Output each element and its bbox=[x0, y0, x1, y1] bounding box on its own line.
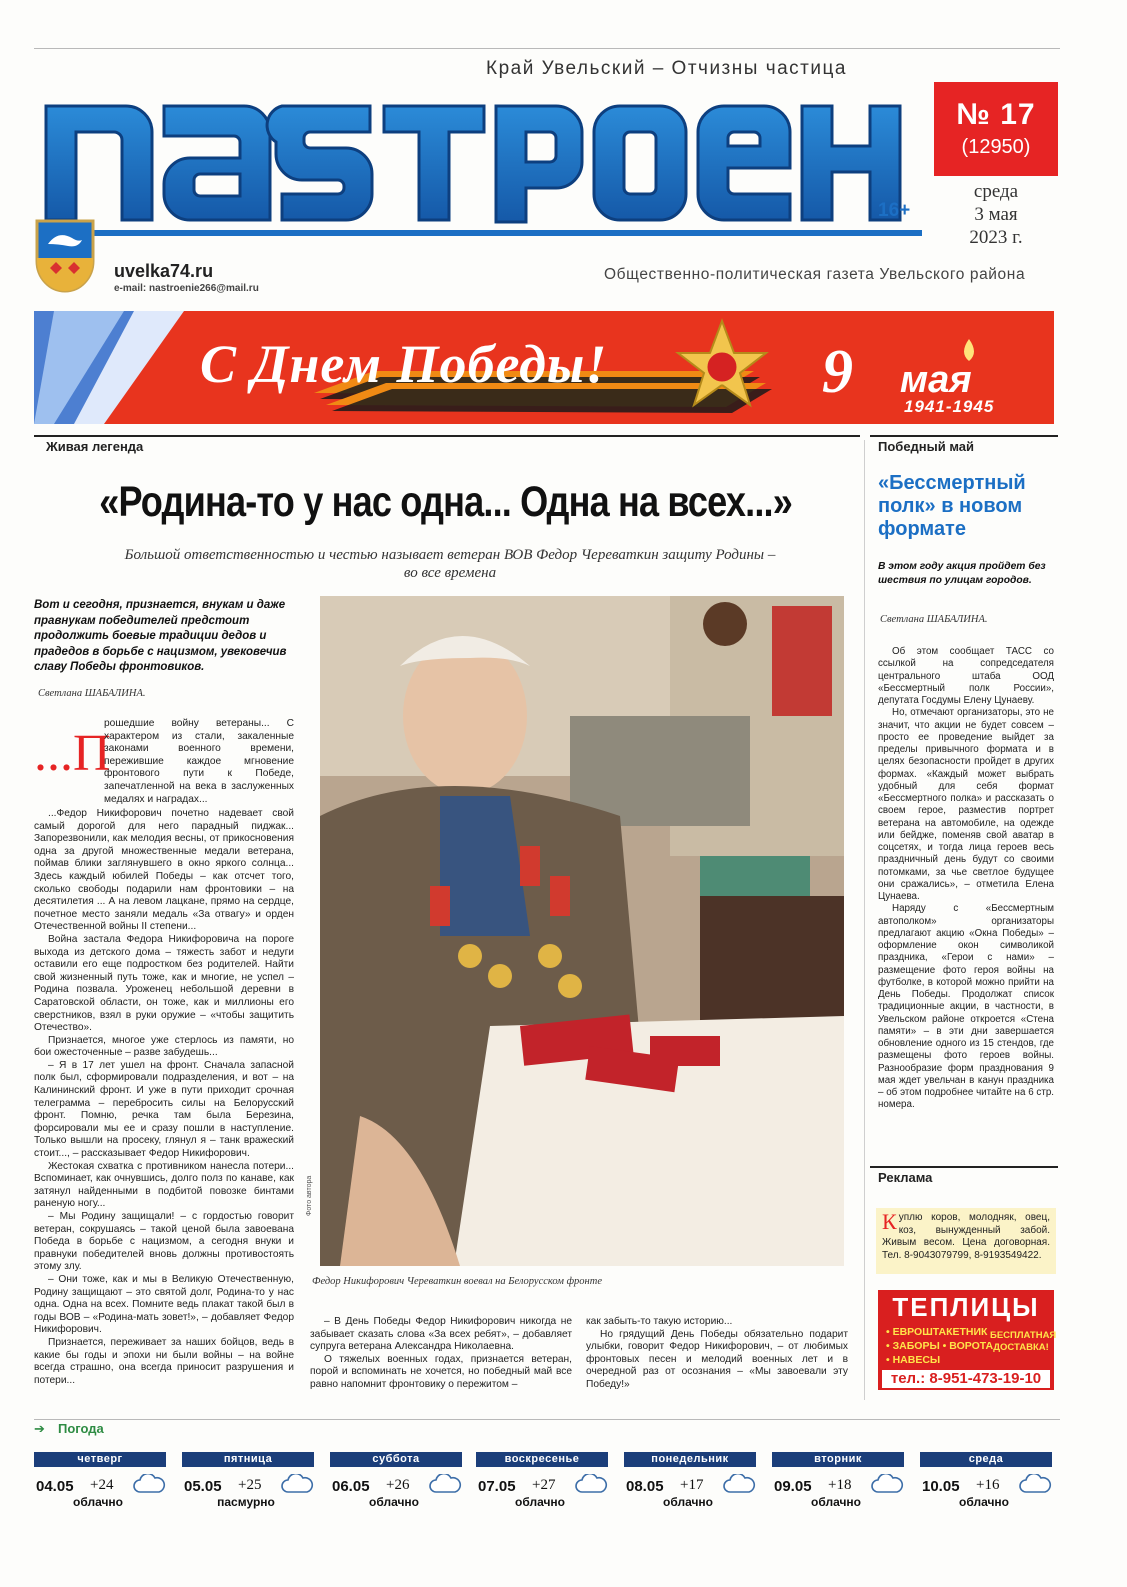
arrow-right-icon: ➔ bbox=[34, 1421, 45, 1436]
veteran-portrait-icon bbox=[320, 596, 844, 1266]
banner-years: 1941-1945 bbox=[904, 397, 995, 416]
weather-condition: пасмурно bbox=[217, 1495, 275, 1509]
masthead-logo bbox=[34, 84, 934, 254]
issue-date bbox=[934, 180, 1058, 249]
greenhouse-ad bbox=[878, 1290, 1057, 1390]
weather-day-name: суббота bbox=[330, 1452, 462, 1467]
weather-date: 04.05 bbox=[36, 1478, 74, 1495]
greenhouse-ad-title: ТЕПЛИЦЫ bbox=[892, 1292, 1040, 1322]
main-intro bbox=[104, 718, 294, 806]
main-headline: «Родина-то у нас одна... Одна на всех...» bbox=[99, 478, 793, 526]
weather-temperature: +16 bbox=[976, 1477, 1000, 1493]
side-column bbox=[878, 646, 1054, 1144]
cloud-icon bbox=[574, 1474, 608, 1496]
weather-temperature: +17 bbox=[680, 1477, 704, 1493]
body-paragraph: ...Федор Никифорович почетно надевает свой самый дорогой для него парадный пиджак... Запорезвонили, как мелодия весны, от прикосновения одна за другой множественные медали ветерана, поймав блики заглянувшего в окно яркого солнца... Здесь каждый юбилей Победы – как отсчет того, сколько свободы подарили нам фронтовики – на десятилетия ... А на левом лацкане, прямо на сердце, почетное место заняли медаль «За отвагу» и орден Отечественной войны II степени... bbox=[34, 808, 294, 933]
weather-day bbox=[476, 1452, 608, 1516]
body-paragraph: Об этом сообщает ТАСС со ссылкой на сопредседателя центрального штаба ООД «Бессмертный полк России», депутата Госдумы Елену Цунаеву. bbox=[878, 646, 1054, 706]
issue-day-month: 3 мая bbox=[974, 204, 1018, 225]
bottom-rule bbox=[34, 1419, 1060, 1420]
website-link[interactable]: uvelka74.ru bbox=[114, 261, 214, 281]
weather-temperature: +27 bbox=[532, 1477, 556, 1493]
photo-credit: Фото автора bbox=[306, 1175, 313, 1216]
body-paragraph: – В День Победы Федор Никифорович никогда не забывает сказать слова «За всех ребят», – добавляет супруга ветерана Александра Николаевна. bbox=[310, 1316, 572, 1353]
veteran-photo bbox=[320, 596, 844, 1266]
side-headline: «Бессмертный полк» в новом формате bbox=[878, 472, 1026, 540]
side-lead: В этом году акция пройдет без шествия по улицам городов. bbox=[878, 561, 1046, 586]
weather-date: 08.05 bbox=[626, 1478, 664, 1495]
age-rating: 16+ bbox=[878, 200, 911, 221]
main-lead: Вот и сегодня, признается, внукам и даже правнукам победителей предстоит продолжить боевые традиции дедов и прадедов в борьбе с нацизмом, увековечив славу Победы фронтовиков. bbox=[34, 599, 287, 673]
issue-number-box bbox=[934, 82, 1058, 176]
weather-day-name: понедельник bbox=[624, 1452, 756, 1467]
weather-day bbox=[182, 1452, 314, 1516]
intro-paragraph: рошедшие войну ветераны... С характером из стали, закаленные законами военного времени, пережившие каждое мгновение фронтового пути к Победе, запечатленной на века в заслуженных медалях и наградах... bbox=[104, 718, 294, 805]
greenhouse-ad-item: • НАВЕСЫ bbox=[886, 1354, 941, 1366]
weather-date: 07.05 bbox=[478, 1478, 516, 1495]
email-contact[interactable]: e-mail: nastroenie266@mail.ru bbox=[114, 283, 259, 294]
rubric-main: Живая легенда bbox=[46, 439, 144, 454]
body-paragraph: – Они тоже, как и мы в Великую Отечественную, Родину защищают – это святой долг, Родина-то у нас одна. Одна на всех. Помните ведь плакат такой был в годы ВОВ – «Родина-мать зовет!», – добавляет Федор Никифорович. bbox=[34, 1273, 294, 1336]
body-paragraph: Признается, многое уже стерлось из памяти, но бои ожесточенные – разве забудешь... bbox=[34, 1034, 294, 1059]
rubric-rule-side bbox=[870, 435, 1058, 437]
rubric-rule-ads bbox=[870, 1166, 1058, 1168]
weather-day bbox=[772, 1452, 904, 1516]
weather-temperature: +24 bbox=[90, 1477, 114, 1493]
victory-day-banner bbox=[34, 311, 1054, 424]
main-column-3 bbox=[586, 1316, 848, 1392]
greenhouse-ad-phone: тел.: 8-951-473-19-10 bbox=[882, 1370, 1050, 1388]
classified-ad-text: уплю коров, молодняк, овец, коз, вынужденный забой. Живым весом. Цена договорная. Тел. 8-9043079799, 8-9193549422. bbox=[882, 1212, 1050, 1261]
rubric-rule-main bbox=[34, 435, 860, 437]
body-paragraph: – Мы Родину защищали! – с гордостью говорит ветеран, сокрушаясь – такой ценой была завоевана Победа в борьбе с нацизмом, а сегодня внуки и правнуки победителей вновь должны противостоять этому злу. bbox=[34, 1211, 294, 1273]
cloud-icon bbox=[428, 1474, 462, 1496]
weather-condition: облачно bbox=[73, 1495, 123, 1509]
rubric-side: Победный май bbox=[878, 439, 975, 454]
rubric-ads: Реклама bbox=[878, 1170, 933, 1185]
classified-ad-initial: К bbox=[882, 1209, 897, 1234]
weather-day-name: среда bbox=[920, 1452, 1052, 1467]
weather-day-name: пятница bbox=[182, 1452, 314, 1467]
banner-month: мая bbox=[900, 359, 972, 401]
cloud-icon bbox=[132, 1474, 166, 1496]
body-paragraph: Жестокая схватка с противником нанесла потери... Вспоминает, как очнувшись, долго полз по канаве, как затянул найденными в подбитой повозке бинтами раненую ногу... bbox=[34, 1160, 294, 1210]
banner-day: 9 bbox=[822, 338, 853, 406]
weather-temperature: +26 bbox=[386, 1477, 410, 1493]
paper-tagline: Общественно-политическая газета Увельского района bbox=[604, 266, 1026, 283]
weather-temperature: +25 bbox=[238, 1477, 262, 1493]
weather-label: Погода bbox=[58, 1421, 104, 1436]
weather-date: 06.05 bbox=[332, 1478, 370, 1495]
main-byline: Светлана ШАБАЛИНА. bbox=[38, 688, 146, 699]
main-column-2 bbox=[310, 1316, 572, 1392]
cloud-icon bbox=[1018, 1474, 1052, 1496]
cloud-icon bbox=[870, 1474, 904, 1496]
body-paragraph: Признается, переживает за наших бойцов, ведь в какие бы годы и эпохи ни были войны – на войне всегда страшно, она всегда приносит разрушения и потери... bbox=[34, 1336, 294, 1386]
weather-condition: облачно bbox=[369, 1495, 419, 1509]
main-dropcap: ...П bbox=[34, 725, 111, 782]
body-paragraph: О тяжелых военных годах, признается ветеран, порой и вспоминать не хочется, но победный май все равно напомнит фронтовику о пережитом – bbox=[310, 1353, 572, 1390]
weather-day bbox=[34, 1452, 166, 1516]
issue-number: № 17 bbox=[956, 98, 1036, 131]
weather-date: 05.05 bbox=[184, 1478, 222, 1495]
newspaper-logo-icon bbox=[34, 84, 934, 244]
body-paragraph: – Я в 17 лет ушел на фронт. Сначала запасной полк был, сформировали подразделения, и вот – на Калининский фронт. И уже в пути приходит срочная телеграмма – перебросить силы на Белорусский фронт. Помню, речка там была Березина, форсировали мы ее и сразу пошли в наступление. Только вышли на просеку, глянул я – танк вражеский стоит..., – рассказывает Федор Никифорович. bbox=[34, 1059, 294, 1160]
coat-of-arms-icon bbox=[34, 218, 96, 294]
greenhouse-ad-item: • ЕВРОШТАКЕТНИК bbox=[886, 1326, 988, 1338]
body-paragraph: Война застала Федора Никифоровича на пороге выхода из детского дома – тяжесть забот и недуги оставили его еще подростком без родителей. Найти свой жизненный путь тоже, как и многие, не успел – Родина позвала. Уроженец небольшой деревни в Саратовской области, он тоже, как и миллионы его сверстников, взял в руки оружие – «чтобы защитить Отечество». bbox=[34, 933, 294, 1034]
column-divider bbox=[864, 440, 865, 1400]
weather-date: 10.05 bbox=[922, 1478, 960, 1495]
weather-condition: облачно bbox=[811, 1495, 861, 1509]
top-rule bbox=[34, 48, 1060, 49]
body-paragraph: Но грядущий День Победы обязательно подарит улыбки, говорит Федор Никифорович, – от любимых фронтовых песен и мелодий военных лет и в очередной раз от осознания – «Мы завоевали эту Победу!» bbox=[586, 1328, 848, 1390]
weather-day bbox=[330, 1452, 462, 1516]
body-paragraph: Но, отмечают организаторы, это не значит, что акции не будет совсем – просто ее проведение выйдет за пределы привычного формата и в целях безопасности пройдет в других формах. «Каждый может выбрать удобный для себя формат «Бессмертного полка» и рассказать о своем герое, разместив портрет ветерана на автомобиле, на одежде или бейдже, поменяв свой аватар в соцсетях, и тогда лица героев весь праздничный день будут со своими потомками, за чье светлое будущее они сражались», – отметила Елена Цунаева. bbox=[878, 707, 1054, 902]
weather-day bbox=[624, 1452, 756, 1516]
cloud-icon bbox=[280, 1474, 314, 1496]
side-byline: Светлана ШАБАЛИНА. bbox=[880, 614, 988, 625]
banner-greeting: С Днем Победы! bbox=[200, 334, 608, 394]
greenhouse-ad-item: • ЗАБОРЫ • ВОРОТА bbox=[886, 1340, 994, 1352]
issue-weekday: среда bbox=[973, 181, 1019, 202]
main-column-1 bbox=[34, 808, 294, 1402]
weather-day-name: четверг bbox=[34, 1452, 166, 1467]
weather-day-name: вторник bbox=[772, 1452, 904, 1467]
weather-condition: облачно bbox=[959, 1495, 1009, 1509]
classified-ad bbox=[876, 1208, 1056, 1274]
main-subhead: Большой ответственностью и честью называет ветеран ВОВ Федор Череваткин защиту Родины – во все времена bbox=[124, 547, 776, 581]
slogan: Край Увельский – Отчизны частица bbox=[486, 58, 847, 79]
greenhouse-ad-delivery: БЕСПЛАТНАЯ ДОСТАВКА! bbox=[990, 1330, 1057, 1353]
weather-day bbox=[920, 1452, 1052, 1516]
issue-total-number: (12950) bbox=[961, 136, 1031, 158]
body-paragraph: как забыть-то такую историю... bbox=[586, 1316, 733, 1327]
weather-condition: облачно bbox=[663, 1495, 713, 1509]
photo-caption: Федор Никифорович Череваткин воевал на Белорусском фронте bbox=[312, 1276, 602, 1287]
weather-condition: облачно bbox=[515, 1495, 565, 1509]
weather-day-name: воскресенье bbox=[476, 1452, 608, 1467]
weather-date: 09.05 bbox=[774, 1478, 812, 1495]
body-paragraph: Наряду с «Бессмертным автополком» организаторы предлагают акцию «Окна Победы» – оформление окон символикой праздника, «Герои с нами» – размещение фото героя войны на футболке, в которой можно прийти на День Победы. Продолжат список традиционные акции, в частности, в Увельском районе откроется «Стена памяти» – в эти дни завершается обновление одного из 15 стендов, где размещены фото героев войны. Разнообразие форм празднования 9 мая ждет увельчан в канун праздника – об этом подробнее читайте на 6 стр. номера. bbox=[878, 903, 1054, 1111]
cloud-icon bbox=[722, 1474, 756, 1496]
weather-temperature: +18 bbox=[828, 1477, 852, 1493]
issue-year: 2023 г. bbox=[969, 227, 1023, 248]
